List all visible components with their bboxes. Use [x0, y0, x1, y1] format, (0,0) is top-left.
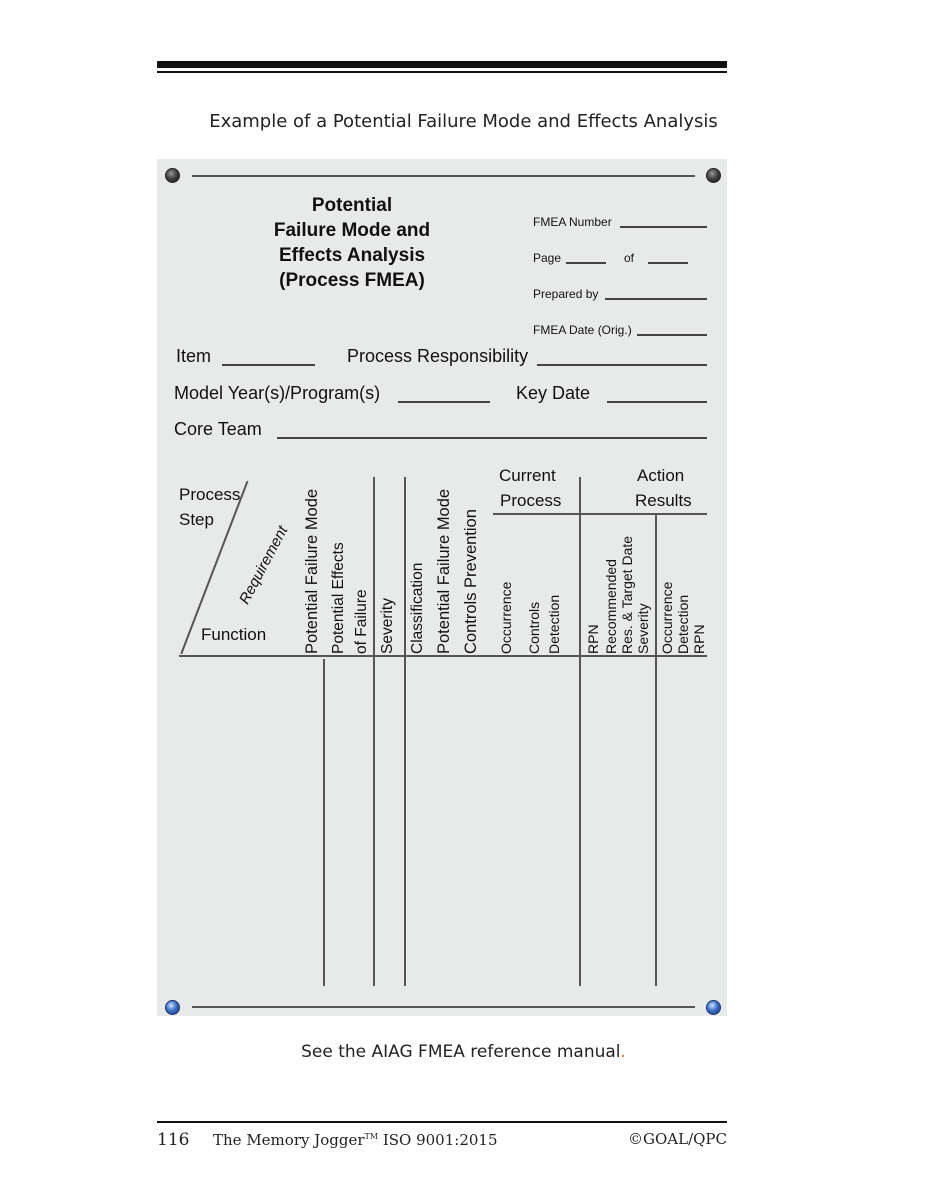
form-title-line: (Process FMEA)	[279, 270, 425, 291]
fmea-number-label: FMEA Number	[533, 215, 612, 229]
process-responsibility-label: Process Responsibility	[347, 346, 529, 366]
of-label: of	[624, 251, 635, 265]
action-results-label-2: Results	[635, 491, 692, 510]
model-year-label: Model Year(s)/Program(s)	[174, 383, 381, 403]
footer-left	[157, 1130, 498, 1150]
column-divider	[323, 659, 325, 986]
col-rpn-2: RPN	[691, 624, 707, 654]
core-team-field[interactable]	[277, 437, 707, 439]
figure-caption: Example of a Potential Failure Mode and Effects Analysis	[209, 111, 718, 132]
top-rail	[192, 175, 695, 177]
item-field[interactable]	[222, 364, 315, 366]
trademark-mark: TM	[364, 1132, 379, 1141]
col-of-failure: of Failure	[353, 589, 370, 654]
screw-icon-top-left	[165, 168, 180, 183]
process-step-label-2: Step	[179, 510, 214, 529]
col-detection: Detection	[546, 594, 562, 654]
book-title: The Memory Jogger	[213, 1131, 365, 1149]
column-divider	[579, 477, 581, 986]
form-title-line: Failure Mode and	[273, 220, 431, 241]
col-detection-2: Detection	[675, 594, 691, 654]
col-potential-effects: Potential Effects	[330, 542, 347, 654]
model-year-field[interactable]	[398, 401, 490, 403]
current-action-underline	[493, 513, 707, 515]
current-process-label-2: Process	[500, 491, 562, 510]
reference-note-dot: .	[620, 1042, 626, 1062]
footer-rule	[157, 1121, 727, 1123]
col-res-target-date: Res. & Target Date	[619, 535, 635, 654]
column-divider	[404, 477, 406, 986]
requirement-label: Requirement	[236, 523, 292, 607]
page-label: Page	[533, 251, 562, 265]
reference-note	[0, 1042, 927, 1062]
top-rule-thin	[157, 71, 727, 73]
header-bottom-line	[179, 655, 707, 657]
page-number: 116	[157, 1130, 190, 1150]
page-total-field[interactable]	[648, 262, 688, 264]
key-date-label: Key Date	[516, 383, 591, 403]
screw-icon-bottom-left	[165, 1000, 180, 1015]
page-field[interactable]	[566, 262, 606, 264]
current-process-label-1: Current	[499, 466, 556, 485]
fmea-date-label: FMEA Date (Orig.)	[533, 323, 632, 337]
process-responsibility-field[interactable]	[537, 364, 707, 366]
action-results-label-1: Action	[637, 466, 685, 485]
book-edition: ISO 9001:2015	[378, 1131, 498, 1149]
col-potential-failure-mode-2: Potential Failure Mode	[435, 488, 453, 654]
col-rpn: RPN	[585, 624, 601, 654]
fmea-form-panel	[157, 159, 727, 1016]
column-divider	[655, 514, 657, 986]
function-label: Function	[201, 625, 267, 644]
col-severity: Severity	[379, 598, 396, 654]
col-severity-2: Severity	[635, 603, 651, 654]
item-label: Item	[176, 346, 212, 366]
screw-icon-top-right	[706, 168, 721, 183]
prepared-by-label: Prepared by	[533, 287, 599, 301]
key-date-field[interactable]	[607, 401, 707, 403]
prepared-by-field[interactable]	[605, 298, 707, 300]
form-title	[257, 193, 447, 293]
core-team-label: Core Team	[174, 419, 262, 439]
col-controls-prevention: Controls Prevention	[462, 509, 480, 654]
fmea-date-field[interactable]	[637, 334, 707, 336]
column-divider	[373, 477, 375, 986]
col-controls: Controls	[526, 601, 542, 654]
col-occurrence: Occurrence	[498, 581, 514, 654]
fmea-number-field[interactable]	[620, 226, 707, 228]
screw-icon-bottom-right	[706, 1000, 721, 1015]
process-step-label-1: Process	[179, 485, 241, 504]
reference-note-text: See the AIAG FMEA reference manual	[301, 1042, 621, 1062]
form-title-line: Effects Analysis	[278, 245, 426, 266]
col-potential-failure-mode: Potential Failure Mode	[303, 488, 321, 654]
col-occurrence-2: Occurrence	[659, 581, 675, 654]
footer-copyright: ©GOAL/QPC	[628, 1130, 727, 1148]
col-recommended: Recommended	[603, 559, 619, 654]
col-classification: Classification	[409, 562, 426, 654]
top-rule-thick	[157, 61, 727, 68]
bottom-rail	[192, 1006, 695, 1008]
form-title-line: Potential	[311, 195, 393, 216]
